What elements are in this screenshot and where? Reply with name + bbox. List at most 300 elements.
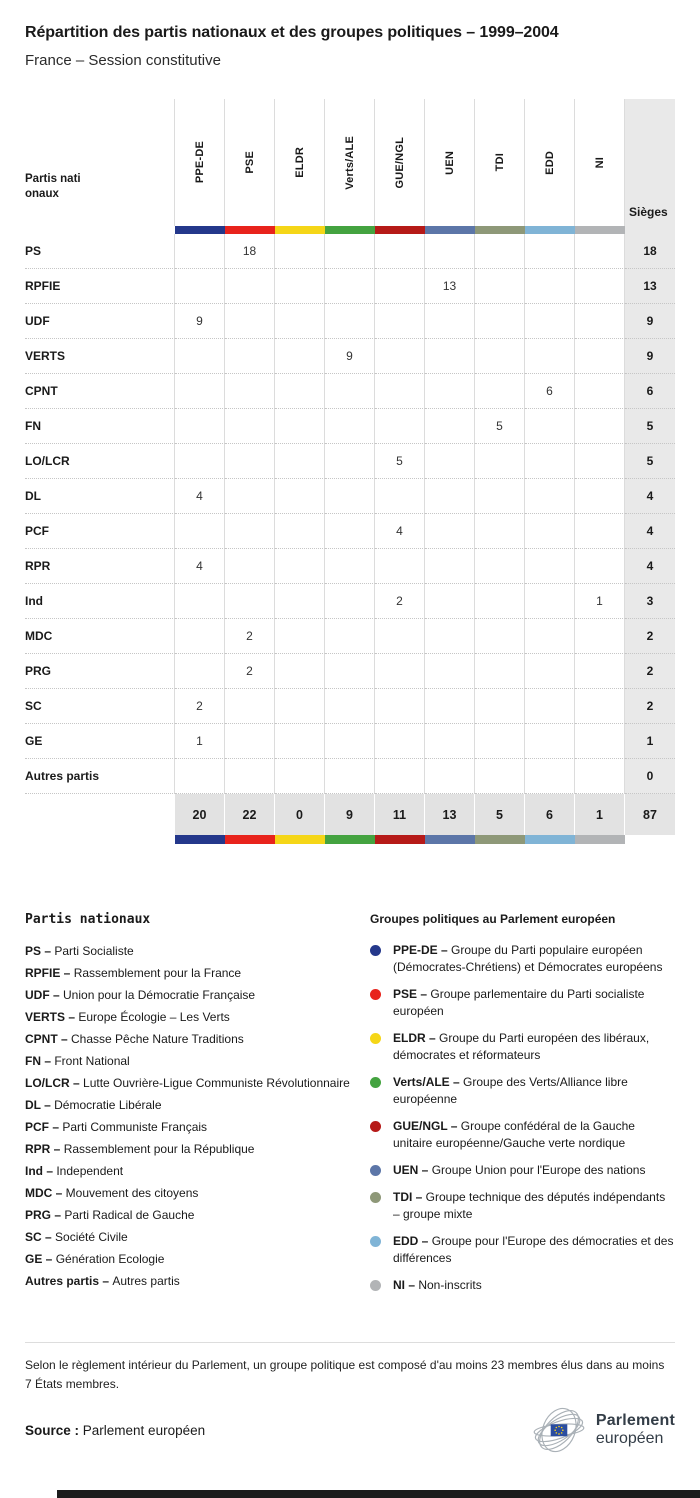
value-cell — [175, 374, 225, 409]
party-legend-name: Parti Radical de Gauche — [64, 1208, 195, 1222]
value-cell — [325, 479, 375, 514]
party-legend-item — [25, 1270, 350, 1292]
value-cell — [525, 584, 575, 619]
group-color-bar — [275, 835, 325, 844]
party-legend-name: Union pour la Démocratie Française — [63, 988, 256, 1002]
value-cell — [425, 654, 475, 689]
value-cell — [475, 514, 525, 549]
group-color-bar — [325, 835, 375, 844]
group-legend-text — [393, 1189, 675, 1223]
value-cell: 9 — [325, 339, 375, 374]
logo-line-1: Parlement — [595, 1412, 675, 1429]
value-cell — [225, 584, 275, 619]
group-color-bar — [475, 835, 525, 844]
seats-cell: 9 — [625, 304, 675, 339]
value-cell — [325, 234, 375, 269]
source-value: Parlement européen — [82, 1422, 206, 1438]
value-cell — [325, 724, 375, 759]
value-cell — [275, 654, 325, 689]
party-legend-item — [25, 1204, 350, 1226]
value-cell — [575, 759, 625, 794]
value-cell — [475, 304, 525, 339]
seats-cell: 5 — [625, 409, 675, 444]
value-cell — [475, 654, 525, 689]
value-cell — [175, 339, 225, 374]
party-legend-abbr: VERTS – — [25, 1010, 79, 1024]
seats-cell: 1 — [625, 724, 675, 759]
party-legend-abbr: FN – — [25, 1054, 55, 1068]
group-color-bar — [375, 835, 425, 844]
group-legend-item — [370, 986, 675, 1020]
value-cell — [325, 269, 375, 304]
group-legend-abbr: PSE – — [393, 987, 431, 1001]
total-cell: 6 — [525, 794, 575, 835]
logo-wordmark — [596, 1412, 675, 1448]
group-legend-item — [370, 1030, 675, 1064]
value-cell — [575, 234, 625, 269]
value-cell — [325, 514, 375, 549]
value-cell: 4 — [175, 479, 225, 514]
value-cell: 9 — [175, 304, 225, 339]
value-cell — [275, 619, 325, 654]
party-legend-name: Rassemblement pour la France — [73, 966, 242, 980]
seats-cell: 2 — [625, 619, 675, 654]
value-cell — [575, 479, 625, 514]
value-cell — [175, 619, 225, 654]
party-legend-item — [25, 1182, 350, 1204]
group-legend-name: Groupe des Verts/Alliance libre européenne — [393, 1075, 628, 1106]
logo-line-2: européen — [595, 1430, 664, 1447]
value-cell — [325, 584, 375, 619]
party-name-cell: VERTS — [25, 339, 175, 374]
group-legend-text — [393, 1074, 675, 1108]
group-header-label: ELDR — [293, 147, 306, 178]
party-legend-name: Autres partis — [112, 1274, 180, 1288]
value-cell — [375, 409, 425, 444]
group-color-bar — [275, 226, 325, 234]
value-cell — [525, 549, 575, 584]
party-name-cell: GE — [25, 724, 175, 759]
seats-cell: 4 — [625, 549, 675, 584]
party-legend-abbr: Autres partis – — [25, 1274, 113, 1288]
value-cell — [375, 724, 425, 759]
value-cell — [425, 724, 475, 759]
group-header-label: TDI — [493, 153, 506, 172]
party-name-cell: PRG — [25, 654, 175, 689]
parliament-swirl-icon — [531, 1402, 587, 1458]
value-cell — [575, 269, 625, 304]
seats-cell: 2 — [625, 689, 675, 724]
group-header-GUE/NGL — [375, 99, 425, 226]
footnote-divider — [25, 1342, 675, 1343]
legend-color-dot — [370, 945, 381, 956]
value-cell: 5 — [475, 409, 525, 444]
value-cell — [425, 234, 475, 269]
header-bar-spacer — [25, 226, 175, 234]
party-legend-abbr: SC – — [25, 1230, 56, 1244]
value-cell — [475, 584, 525, 619]
value-cell — [525, 444, 575, 479]
party-name-cell: DL — [25, 479, 175, 514]
party-name-cell: RPFIE — [25, 269, 175, 304]
group-legend-item — [370, 1118, 675, 1152]
group-header-EDD — [525, 99, 575, 226]
value-cell — [225, 759, 275, 794]
value-cell — [175, 269, 225, 304]
value-cell — [525, 234, 575, 269]
party-legend-name: Front National — [54, 1054, 130, 1068]
value-cell — [225, 339, 275, 374]
value-cell — [575, 374, 625, 409]
party-legend-name: Chasse Pêche Nature Traditions — [71, 1032, 244, 1046]
seats-cell: 3 — [625, 584, 675, 619]
value-cell — [275, 514, 325, 549]
group-legend-name: Non-inscrits — [418, 1278, 482, 1292]
value-cell — [525, 339, 575, 374]
value-cell — [275, 304, 325, 339]
seats-cell: 0 — [625, 759, 675, 794]
total-cell: 0 — [275, 794, 325, 835]
group-legend-text — [393, 1162, 645, 1179]
group-header-NI — [575, 99, 625, 226]
group-color-bar — [225, 835, 275, 844]
parties-legend-title: Partis nationaux — [25, 912, 151, 927]
value-cell — [475, 444, 525, 479]
value-cell — [375, 479, 425, 514]
seats-header-bar — [625, 226, 675, 234]
value-cell — [525, 619, 575, 654]
value-cell — [425, 689, 475, 724]
seats-cell: 9 — [625, 339, 675, 374]
total-cell: 13 — [425, 794, 475, 835]
group-header-PSE — [225, 99, 275, 226]
group-legend-abbr: EDD – — [393, 1234, 432, 1248]
group-legend-item — [370, 1233, 675, 1267]
value-cell — [525, 304, 575, 339]
group-color-bar — [225, 226, 275, 234]
value-cell — [275, 444, 325, 479]
party-name-cell: Ind — [25, 584, 175, 619]
value-cell — [275, 724, 325, 759]
groups-legend-list — [370, 942, 675, 1294]
party-legend-abbr: UDF – — [25, 988, 64, 1002]
party-legend-name: Démocratie Libérale — [54, 1098, 162, 1112]
group-header-UEN — [425, 99, 475, 226]
totals-spacer — [25, 794, 175, 835]
party-legend-name: Mouvement des citoyens — [65, 1186, 199, 1200]
seats-cell: 4 — [625, 479, 675, 514]
party-name-cell: LO/LCR — [25, 444, 175, 479]
bottom-bar-spacer — [25, 835, 175, 844]
page-title: Répartition des partis nationaux et des groupes politiques – 1999–2004 — [25, 24, 559, 41]
value-cell — [375, 374, 425, 409]
value-cell — [375, 339, 425, 374]
group-legend-name: Groupe pour l'Europe des démocraties et des différences — [393, 1234, 674, 1265]
page-subtitle: France – Session constitutive — [25, 52, 221, 69]
value-cell — [375, 654, 425, 689]
group-legend-text — [393, 1233, 675, 1267]
party-legend-abbr: PCF – — [25, 1120, 63, 1134]
value-cell — [425, 619, 475, 654]
bottom-crop-bar — [57, 1490, 700, 1498]
party-name-cell: Autres partis — [25, 759, 175, 794]
group-header-label: PPE-DE — [193, 141, 206, 184]
seats-cell: 18 — [625, 234, 675, 269]
group-color-bar — [175, 835, 225, 844]
party-legend-name: Lutte Ouvrière-Ligue Communiste Révolutionnaire — [83, 1076, 350, 1090]
political-groups-legend — [370, 912, 675, 1304]
party-legend-item — [25, 984, 350, 1006]
group-color-bar — [525, 226, 575, 234]
party-name-cell: PS — [25, 234, 175, 269]
party-legend-abbr: MDC – — [25, 1186, 66, 1200]
value-cell — [325, 304, 375, 339]
party-legend-abbr: Ind – — [25, 1164, 57, 1178]
value-cell — [575, 549, 625, 584]
value-cell — [525, 654, 575, 689]
group-color-bar — [425, 835, 475, 844]
value-cell — [575, 689, 625, 724]
value-cell — [575, 654, 625, 689]
value-cell — [525, 479, 575, 514]
value-cell — [275, 689, 325, 724]
value-cell — [275, 759, 325, 794]
value-cell — [475, 689, 525, 724]
group-legend-text — [393, 1118, 675, 1152]
footer — [25, 1402, 675, 1458]
total-cell: 11 — [375, 794, 425, 835]
total-cell: 1 — [575, 794, 625, 835]
seats-cell: 4 — [625, 514, 675, 549]
value-cell — [275, 374, 325, 409]
value-cell — [525, 514, 575, 549]
value-cell — [525, 269, 575, 304]
party-legend-name: Parti Socialiste — [54, 944, 134, 958]
group-color-bar — [575, 226, 625, 234]
value-cell — [375, 549, 425, 584]
group-legend-item — [370, 1277, 675, 1294]
value-cell — [425, 549, 475, 584]
group-legend-abbr: PPE-DE – — [393, 943, 452, 957]
group-header-label: Verts/ALE — [343, 135, 356, 190]
value-cell — [525, 759, 575, 794]
value-cell — [425, 514, 475, 549]
value-cell — [425, 479, 475, 514]
value-cell — [325, 654, 375, 689]
party-legend-item — [25, 1248, 350, 1270]
legend-section — [25, 912, 675, 1304]
seats-matrix-table — [25, 99, 675, 844]
value-cell — [275, 479, 325, 514]
value-cell — [575, 619, 625, 654]
value-cell — [275, 339, 325, 374]
value-cell — [225, 689, 275, 724]
value-cell — [175, 584, 225, 619]
party-legend-abbr: RPFIE – — [25, 966, 74, 980]
group-legend-item — [370, 1162, 675, 1179]
value-cell — [375, 619, 425, 654]
party-legend-name: Rassemblement pour la République — [63, 1142, 255, 1156]
footnote-text: Selon le règlement intérieur du Parlement, un groupe politique est composé d'au moins 23 membres élus dans au moins 7 États membres. — [25, 1358, 665, 1391]
value-cell — [325, 444, 375, 479]
group-color-bar — [425, 226, 475, 234]
party-name-cell: FN — [25, 409, 175, 444]
value-cell — [275, 549, 325, 584]
value-cell — [175, 444, 225, 479]
party-legend-item — [25, 1028, 350, 1050]
value-cell — [575, 304, 625, 339]
value-cell — [575, 444, 625, 479]
group-legend-abbr: NI – — [393, 1278, 419, 1292]
value-cell — [175, 759, 225, 794]
value-cell — [575, 409, 625, 444]
value-cell — [475, 724, 525, 759]
seats-cell: 2 — [625, 654, 675, 689]
value-cell: 1 — [175, 724, 225, 759]
value-cell — [425, 759, 475, 794]
total-cell: 20 — [175, 794, 225, 835]
value-cell — [475, 619, 525, 654]
legend-color-dot — [370, 1165, 381, 1176]
party-legend-abbr: DL – — [25, 1098, 55, 1112]
value-cell: 5 — [375, 444, 425, 479]
value-cell — [425, 339, 475, 374]
value-cell — [275, 269, 325, 304]
legend-color-dot — [370, 1280, 381, 1291]
groups-legend-title: Groupes politiques au Parlement européen — [370, 912, 616, 926]
group-color-bar — [575, 835, 625, 844]
value-cell — [475, 479, 525, 514]
value-cell: 1 — [575, 584, 625, 619]
group-header-TDI — [475, 99, 525, 226]
value-cell — [425, 444, 475, 479]
value-cell — [325, 619, 375, 654]
group-legend-abbr: Verts/ALE – — [393, 1075, 464, 1089]
legend-color-dot — [370, 1077, 381, 1088]
value-cell — [575, 339, 625, 374]
source-line — [25, 1423, 205, 1438]
group-legend-abbr: UEN – — [393, 1163, 432, 1177]
bottom-bar-spacer — [625, 835, 675, 844]
value-cell: 2 — [175, 689, 225, 724]
value-cell — [425, 409, 475, 444]
party-name-cell: UDF — [25, 304, 175, 339]
party-name-cell: PCF — [25, 514, 175, 549]
total-cell: 9 — [325, 794, 375, 835]
party-legend-name: Independent — [56, 1164, 124, 1178]
value-cell — [325, 409, 375, 444]
party-legend-item — [25, 962, 350, 984]
value-cell — [225, 514, 275, 549]
value-cell — [175, 654, 225, 689]
value-cell — [225, 724, 275, 759]
group-legend-item — [370, 1074, 675, 1108]
group-legend-name: Groupe technique des députés indépendants – groupe mixte — [393, 1190, 666, 1221]
value-cell — [475, 374, 525, 409]
party-legend-abbr: LO/LCR – — [25, 1076, 84, 1090]
party-name-cell: SC — [25, 689, 175, 724]
group-legend-abbr: TDI – — [393, 1190, 426, 1204]
value-cell — [475, 269, 525, 304]
party-legend-item — [25, 1138, 350, 1160]
group-legend-text — [393, 986, 675, 1020]
group-legend-name: Groupe du Parti européen des libéraux, démocrates et réformateurs — [393, 1031, 650, 1062]
value-cell — [275, 234, 325, 269]
group-legend-name: Groupe parlementaire du Parti socialiste européen — [393, 987, 645, 1018]
group-legend-name: Groupe du Parti populaire européen (Démocrates-Chrétiens) et Démocrates européens — [393, 943, 663, 974]
seats-cell: 13 — [625, 269, 675, 304]
party-legend-abbr: GE – — [25, 1252, 56, 1266]
group-color-bar — [475, 226, 525, 234]
value-cell — [225, 409, 275, 444]
value-cell — [375, 759, 425, 794]
value-cell — [425, 584, 475, 619]
group-header-label: PSE — [243, 151, 256, 174]
value-cell — [325, 549, 375, 584]
value-cell: 2 — [225, 654, 275, 689]
group-legend-name: Groupe confédéral de la Gauche unitaire européenne/Gauche verte nordique — [393, 1119, 635, 1150]
value-cell — [225, 444, 275, 479]
value-cell — [375, 269, 425, 304]
group-header-label: UEN — [443, 150, 456, 175]
value-cell — [525, 724, 575, 759]
total-cell: 22 — [225, 794, 275, 835]
party-name-cell: RPR — [25, 549, 175, 584]
value-cell — [325, 374, 375, 409]
value-cell — [175, 409, 225, 444]
group-header-PPE-DE — [175, 99, 225, 226]
group-color-bar — [175, 226, 225, 234]
group-legend-item — [370, 1189, 675, 1223]
value-cell — [375, 689, 425, 724]
party-legend-item — [25, 1160, 350, 1182]
infographic-page — [0, 24, 700, 1458]
party-legend-item — [25, 1094, 350, 1116]
value-cell — [475, 234, 525, 269]
national-parties-legend — [25, 912, 370, 1304]
value-cell — [575, 724, 625, 759]
value-cell — [325, 689, 375, 724]
value-cell — [325, 759, 375, 794]
group-color-bar — [525, 835, 575, 844]
value-cell: 18 — [225, 234, 275, 269]
party-legend-name: Génération Ecologie — [55, 1252, 165, 1266]
value-cell: 13 — [425, 269, 475, 304]
seats-header: Sièges — [625, 99, 675, 226]
total-seats-cell: 87 — [625, 794, 675, 835]
total-cell: 5 — [475, 794, 525, 835]
source-label: Source : — [25, 1422, 80, 1438]
value-cell — [225, 269, 275, 304]
value-cell: 6 — [525, 374, 575, 409]
legend-color-dot — [370, 1121, 381, 1132]
value-cell — [425, 374, 475, 409]
party-legend-abbr: PS – — [25, 944, 55, 958]
table-corner-text: Partis nationaux — [25, 173, 81, 200]
party-legend-item — [25, 1006, 350, 1028]
group-legend-item — [370, 942, 675, 976]
value-cell — [525, 689, 575, 724]
party-legend-item — [25, 1050, 350, 1072]
value-cell — [225, 304, 275, 339]
value-cell — [475, 549, 525, 584]
group-color-bar — [325, 226, 375, 234]
value-cell: 2 — [375, 584, 425, 619]
group-header-label: NI — [593, 156, 606, 169]
legend-color-dot — [370, 1033, 381, 1044]
value-cell — [525, 409, 575, 444]
value-cell — [425, 304, 475, 339]
